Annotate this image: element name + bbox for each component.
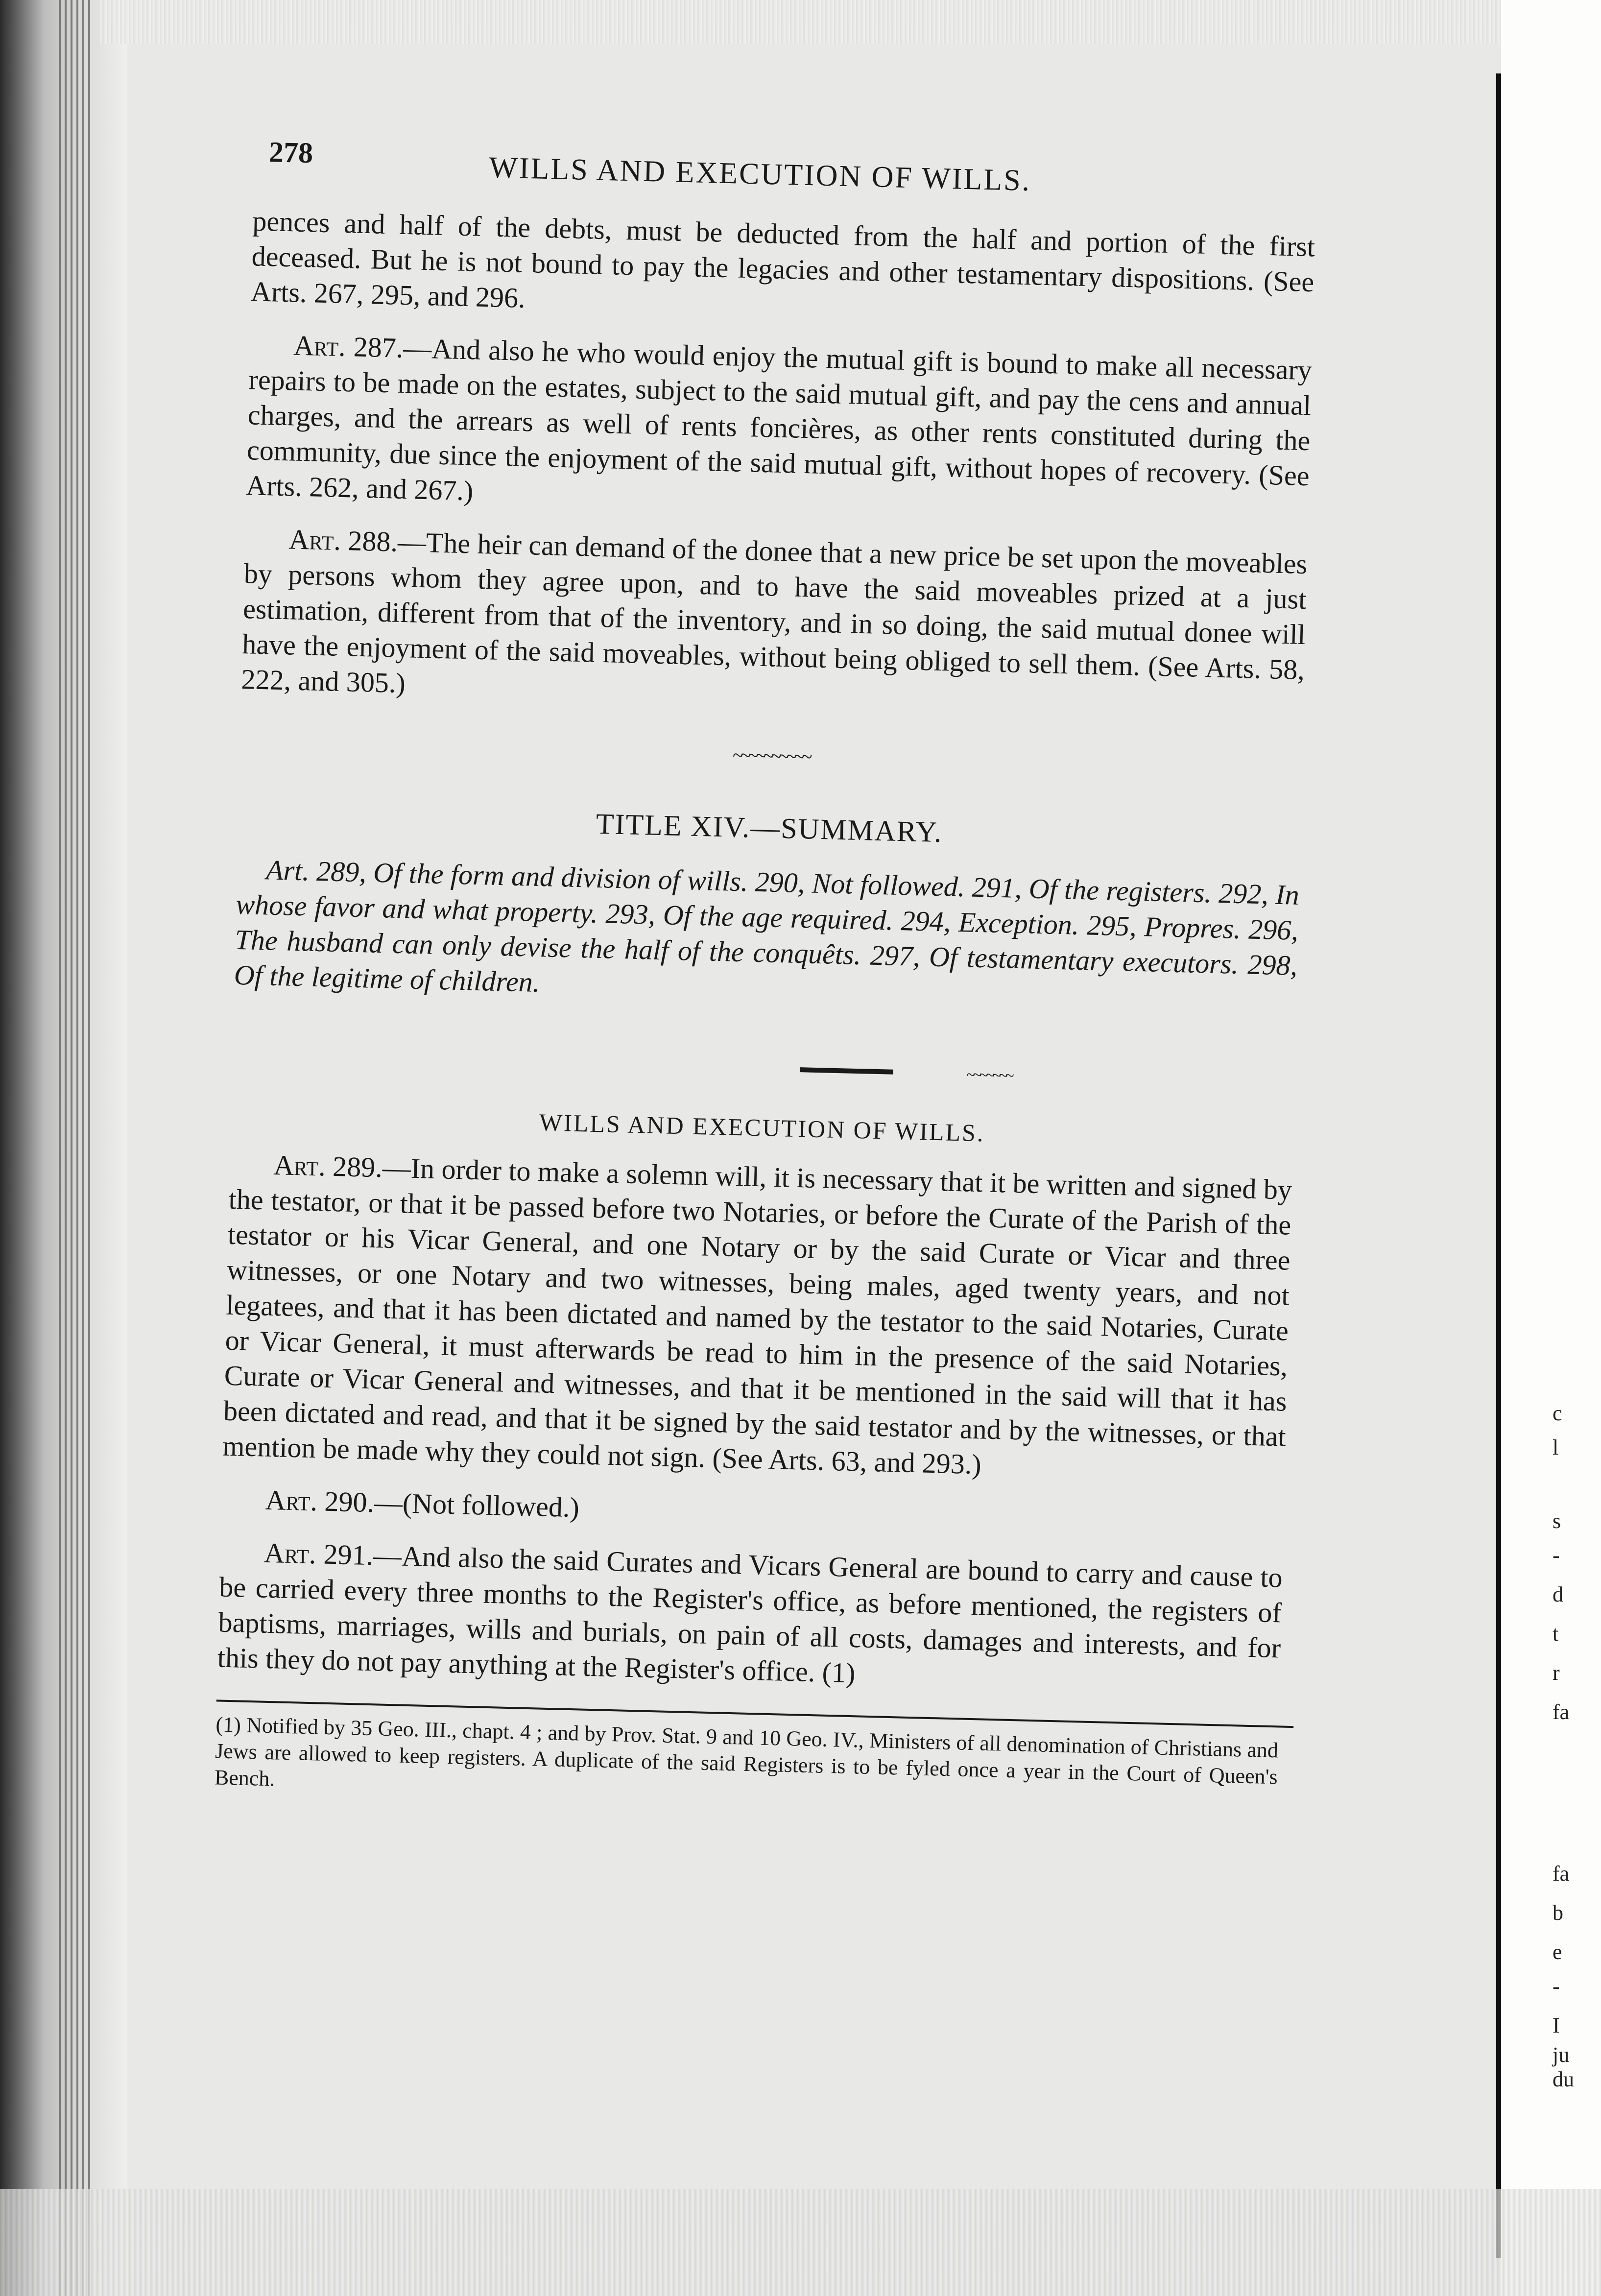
scan-noise-bottom [0,2189,1601,2296]
summary-block [126,849,1299,1019]
footnote: (1) Notified by 35 Geo. III., chapt. 4 ; and by Prov. Stat. 9 and 10 Geo. IV., Ministers of all denomination of Christians and Jews are allowed to keep registers. A duplicate of the said Registers is to be fyled once a year in the Court of Queen's Bench. [214,1712,1279,1791]
facing-page-fragments [1553,0,1601,2296]
article-289 [115,1144,1292,1489]
article-290 [113,1479,1284,1542]
fragment: - [1553,1974,1560,1998]
running-head: WILLS AND EXECUTION OF WILLS. [488,151,1031,198]
article-number: 290. [324,1485,375,1519]
article-label: Art. [265,1483,318,1517]
fragment: ju [1553,2043,1570,2067]
divider-bar [800,1067,893,1075]
page-edge-rule [1496,73,1501,2258]
fragment: du [1553,2067,1574,2091]
fragment: l [1553,1435,1559,1459]
fragment: d [1553,1582,1563,1606]
article-291 [109,1531,1283,1701]
title-heading: TITLE XIV.—SUMMARY. [596,807,943,849]
article-label: Art. [263,1536,317,1570]
article-text: —The heir can demand of the donee that a new price be set upon the moveables by persons whom they agree upon, and to have the said moveables prized at a just estimation, different from that of the inventory, and in so doing, the said mutual donee will have the enjoyment of the said moveables, without being obliged to sell them. (See Arts. 58, 222, and 305.) [240,526,1308,699]
fragment: - [1553,1543,1560,1567]
ornament-divider: ~~~~~~~~~~ [732,743,810,768]
article-number: 291. [323,1538,374,1572]
fragment: b [1553,1901,1563,1925]
article-text: —And also the said Curates and Vicars General are bound to carry and cause to be carried every three months to the Register's office, as before mentioned, the registers of baptisms, marriages, wills and burials, on pain of all costs, damages and interests, and for this they do not pay anything at the Register's office. (1) [217,1539,1283,1689]
article-287 [138,324,1313,529]
fragment: c [1553,1401,1562,1425]
article-text: —In order to make a solemn will, it is necessary that it be written and signed by the testator, or that it be passed before two Notaries, or before the Curate of the Parish of the testator or his Vicar General, and one Notary or by the said Curate or Vicar and three witnesses, or one Notary and two witnesses, being males, aged twenty years, and not legatees, and that it has been dictated and named by the testator to the said Notaries, Curate or Vicar General, it must afterwards be read to him in the presence of the said Notaries, Curate or Vicar General and witnesses, and that it be mentioned in the said will that it has been dictated and read, and that it be signed by the said testator and by the witnesses, or that mention be made why they could not sign. (See Arts. 63, and 293.) [222,1151,1292,1481]
fragment: fa [1553,1700,1570,1724]
fragment: t [1553,1622,1559,1646]
page-number: 278 [268,136,313,169]
article-text: —(Not followed.) [374,1486,580,1524]
summary-text: Art. 289, Of the form and division of wills. 290, Not followed. 291, Of the registers. 292, In whose favor and what property. 293, Of the age required. 294, Exception. 295, Propres. 296, The husband can only devise the half of the conquêts. 297, Of testamentary executors. 298, Of the legitime of children. [234,854,1300,999]
section-heading: WILLS AND EXECUTION OF WILLS. [539,1108,985,1147]
article-text: —And also he who would enjoy the mutual gift is bound to make all necessary repairs to be made on the estates, subject to the said mutual gift, and pay the cens and annual charges, and the arrears as well of rents foncières, as other rents constituted during the community, due since the enjoyment of the said mutual gift, without hopes of recovery. (See Arts. 262, and 267.) [245,332,1313,507]
binding-shadow [59,0,93,2296]
article-number: 288. [347,525,398,558]
scan-noise-top [98,0,1601,44]
continuation-paragraph: pences and half of the debts, must be deducted from the half and portion of the first deceased. But he is not bound to pay the legacies and other testamentary dispositions. (See Arts. 267, 295, and 296. [250,205,1315,314]
section-divider [232,1047,1294,1092]
article-label: Art. [288,523,341,556]
article-number: 287. [353,331,404,364]
article-label: Art. [273,1148,326,1182]
article-label: Art. [293,329,346,363]
article-288 [133,518,1308,723]
article-number: 289. [332,1150,383,1184]
page-content [106,132,1317,1817]
fragment: r [1553,1661,1560,1685]
divider-curl: ~~~~~~~ [966,1065,1013,1084]
fragment: e [1553,1940,1562,1964]
fragment: fa [1553,1862,1570,1886]
fragment: s [1553,1509,1561,1533]
fragment: I [1553,2013,1560,2037]
